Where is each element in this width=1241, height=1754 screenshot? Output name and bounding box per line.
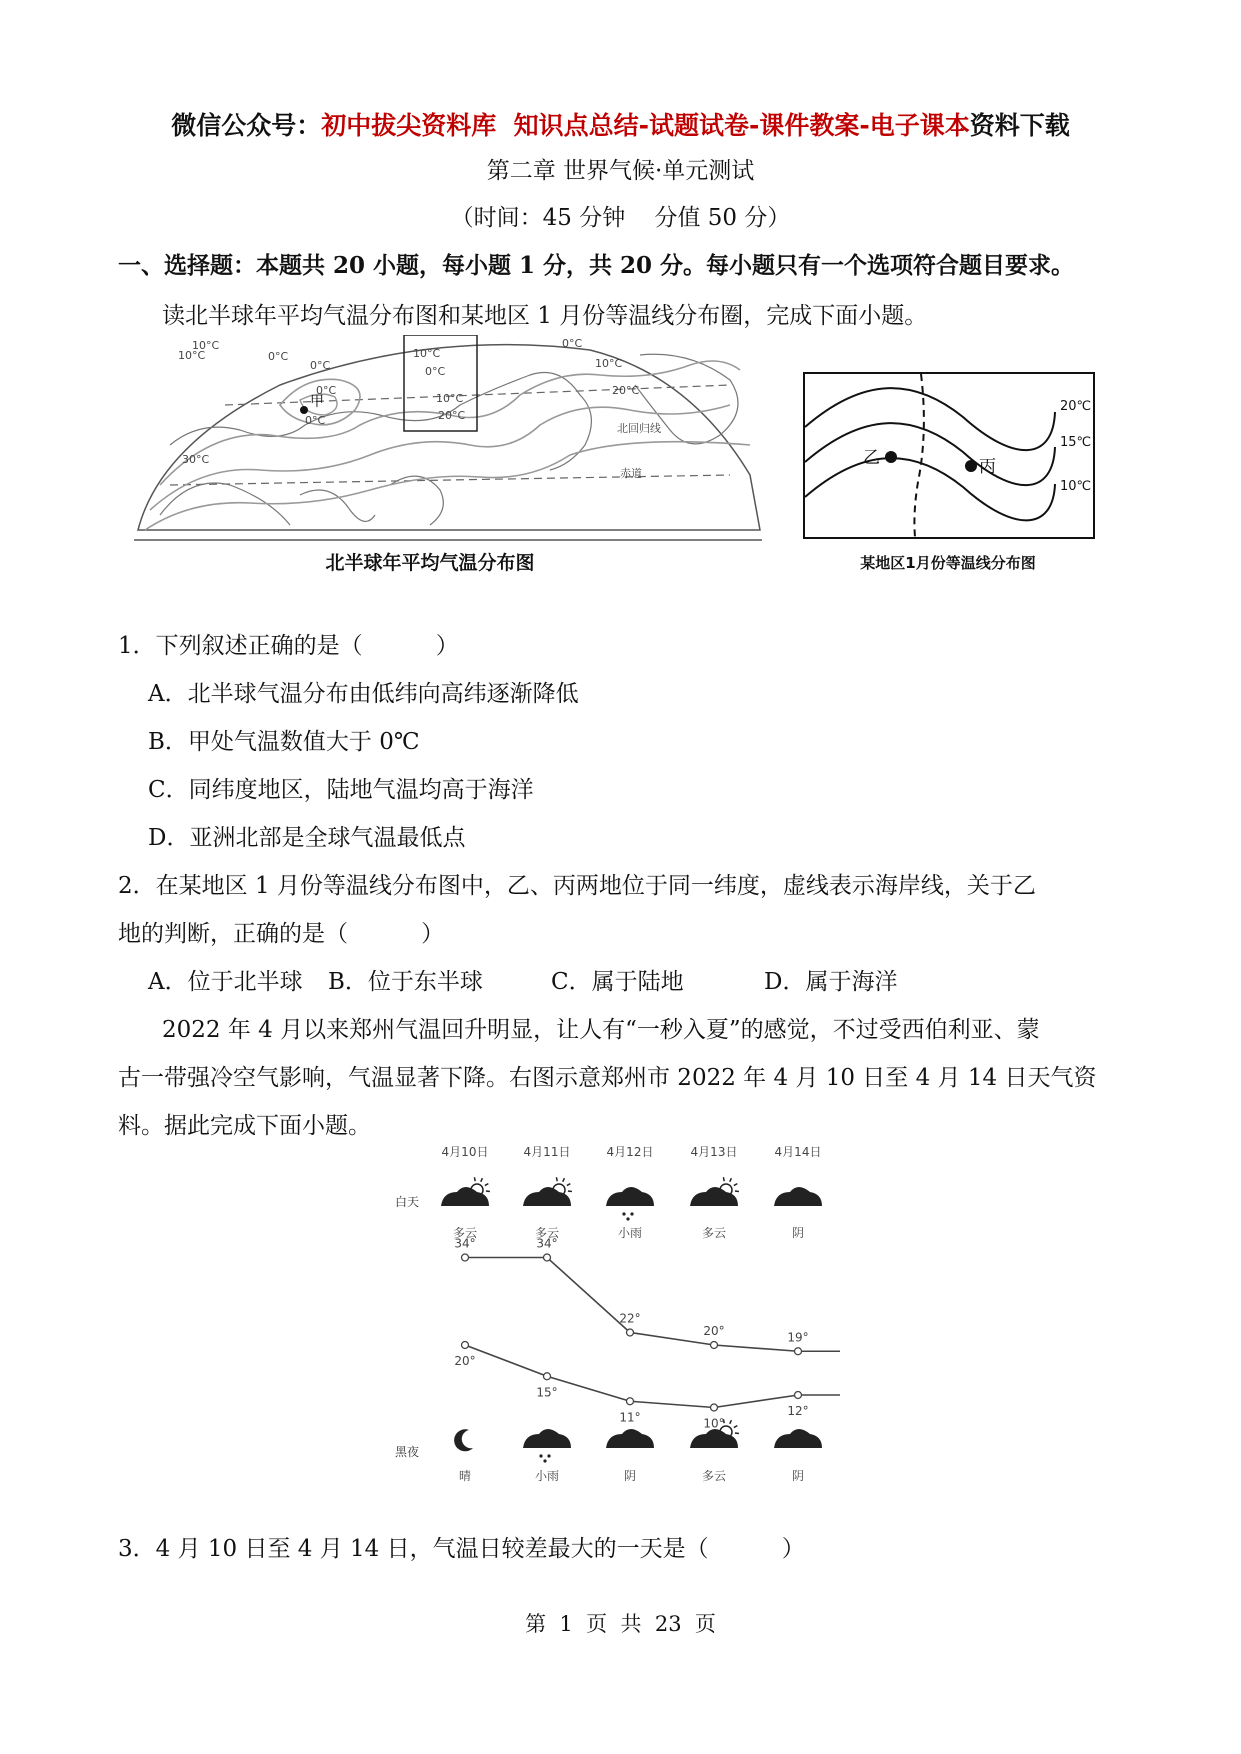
- map-label: 0°C: [310, 359, 331, 372]
- low-temp-label: 11°: [619, 1410, 641, 1425]
- sun-ray: [556, 1177, 557, 1181]
- moon-icon: [454, 1429, 473, 1451]
- diagram-caption: 某地区1月份等温线分布图: [860, 554, 1036, 572]
- high-temp-point: [627, 1329, 634, 1336]
- moon-shape: [454, 1429, 473, 1451]
- map-label: 赤道: [620, 467, 642, 480]
- low-temp-line: [465, 1345, 840, 1408]
- rain-drop: [626, 1217, 629, 1220]
- date-label: 4月11日: [523, 1145, 571, 1159]
- night-weather-label: 多云: [701, 1469, 727, 1483]
- cloud-shape: [774, 1429, 822, 1448]
- cloud-shape: [441, 1187, 489, 1206]
- sun-ray: [481, 1178, 483, 1182]
- cloud-shape: [523, 1429, 571, 1448]
- map-label: 0°C: [316, 384, 337, 397]
- sun-ray: [485, 1184, 488, 1186]
- rain-drop: [622, 1212, 625, 1215]
- light-rain-icon: [606, 1187, 654, 1221]
- map-label: 0°C: [562, 337, 583, 350]
- q2-option-b: B．位于东半球: [328, 969, 483, 995]
- q1-option-d: D．亚洲北部是全球气温最低点: [148, 825, 466, 851]
- map-label: 30°C: [182, 453, 210, 466]
- iso-label-15: 15℃: [1060, 435, 1092, 450]
- date-label: 4月14日: [774, 1145, 822, 1159]
- map-label: 10°C: [178, 349, 206, 362]
- q2-option-c: C．属于陆地: [551, 969, 684, 995]
- map-label: 10°C: [192, 339, 220, 352]
- low-temp-point: [544, 1373, 551, 1380]
- section-heading-text: 一、选择题：本题共 20 小题，每小题 1 分，共 20 分。每小题只有一个选项符合题目要求。: [118, 252, 1075, 279]
- cloud-shape: [690, 1429, 738, 1448]
- intro-2-line2: 古一带强冷空气影响，气温显著下降。右图示意郑州市 2022 年 4 月 10 日至 4 月 14 日天气资: [118, 1065, 1097, 1091]
- iso-label-10: 10℃: [1060, 479, 1092, 494]
- isotherm-diagram: [803, 372, 1103, 582]
- low-temp-point: [627, 1398, 634, 1405]
- sun-ray: [474, 1177, 475, 1181]
- temperature-map: [130, 335, 770, 580]
- sun-ray: [734, 1184, 737, 1186]
- cloud-shape: [774, 1187, 822, 1206]
- page-footer: 第 1 页 共 23 页: [525, 1612, 716, 1636]
- day-weather-label: 多云: [701, 1226, 727, 1240]
- banner-suffix: 资料下载: [969, 111, 1070, 140]
- q1-option-a: A．北半球气温分布由低纬向高纬逐渐降低: [148, 681, 579, 707]
- day-label: 白天: [395, 1195, 420, 1209]
- night-weather-label: 小雨: [534, 1469, 560, 1483]
- isotherm: [145, 442, 750, 530]
- overcast-icon: [606, 1429, 654, 1448]
- night-weather-label: 阴: [623, 1469, 637, 1483]
- isotherm-20: [805, 388, 1055, 450]
- high-temp-label: 20°: [703, 1324, 725, 1338]
- partly-cloudy-icon: [523, 1177, 572, 1206]
- high-temp-label: 34°: [536, 1236, 558, 1251]
- coastline: [160, 476, 443, 525]
- intro-2-line3: 料。据此完成下面小题。: [118, 1113, 371, 1139]
- map-label: 20°C: [612, 384, 640, 397]
- date-label: 4月12日: [606, 1145, 654, 1159]
- partly-cloudy-icon: [690, 1177, 739, 1206]
- partly-cloudy-icon: [441, 1177, 490, 1206]
- iso-label-20: 20℃: [1060, 399, 1092, 414]
- cloud-shape: [690, 1187, 738, 1206]
- q1-option-c: C．同纬度地区，陆地气温均高于海洋: [148, 777, 534, 803]
- rain-drop: [630, 1212, 633, 1215]
- sun-ray: [723, 1177, 724, 1181]
- coastline: [170, 373, 591, 471]
- day-weather-label: 多云: [452, 1226, 478, 1240]
- rain-drop: [543, 1459, 546, 1462]
- point-bing-label: 丙: [979, 457, 996, 477]
- day-weather-label: 小雨: [617, 1226, 643, 1240]
- map-label: 10°C: [413, 347, 441, 360]
- sun-ray: [730, 1420, 732, 1424]
- q1-stem: 1．下列叙述正确的是（ ）: [118, 633, 459, 659]
- point-yi: [885, 451, 897, 463]
- q3-stem: 3．4 月 10 日至 4 月 14 日，气温日较差最大的一天是（ ）: [118, 1536, 805, 1562]
- cloud-shape: [523, 1187, 571, 1206]
- point-yi-label: 乙: [863, 448, 880, 468]
- q2-stem-line2: 地的判断，正确的是（ ）: [118, 921, 445, 947]
- day-weather-label: 多云: [534, 1226, 560, 1240]
- night-weather-label: 阴: [791, 1469, 805, 1483]
- chapter-title: 第二章 世界气候·单元测试: [486, 158, 755, 184]
- low-temp-label: 12°: [787, 1404, 809, 1418]
- coastline-dashed: [914, 374, 923, 537]
- banner-red-text: 初中拔尖资料库 知识点总结-试题试卷-课件教案-电子课本: [321, 111, 970, 140]
- high-temp-point: [711, 1342, 718, 1349]
- map-label-jia: 甲: [310, 394, 324, 410]
- section-heading: [118, 247, 1074, 280]
- source-banner: [0, 106, 1241, 142]
- q1-option-b: B．甲处气温数值大于 0℃: [148, 729, 420, 755]
- map-label: 10°C: [436, 392, 464, 405]
- high-temp-label: 19°: [787, 1330, 809, 1345]
- q2-option-d: D．属于海洋: [764, 969, 898, 995]
- low-temp-point: [711, 1404, 718, 1411]
- rain-drop: [539, 1454, 542, 1457]
- day-weather-label: 阴: [791, 1226, 805, 1240]
- map-label: 10°C: [595, 357, 623, 370]
- point-bing: [965, 460, 977, 472]
- map-label: 北回归线: [617, 422, 661, 435]
- date-label: 4月10日: [441, 1145, 489, 1159]
- night-label: 黑夜: [395, 1445, 420, 1459]
- map-caption: 北半球年平均气温分布图: [325, 552, 535, 574]
- sun-ray: [567, 1184, 570, 1186]
- map-label: 20°C: [438, 409, 466, 422]
- night-weather-label: 晴: [458, 1469, 472, 1483]
- low-temp-point: [795, 1392, 802, 1399]
- high-temp-label: 22°: [619, 1311, 641, 1326]
- low-temp-label: 15°: [536, 1385, 558, 1400]
- rain-drop: [547, 1454, 550, 1457]
- map-label: 0°C: [268, 350, 289, 363]
- map-label: 0°C: [305, 414, 326, 427]
- overcast-icon: [774, 1429, 822, 1448]
- sun-ray: [734, 1426, 737, 1428]
- isotherm-10: [805, 458, 1055, 520]
- time-info: （时间：45 分钟 分值 50 分）: [450, 205, 791, 231]
- point-jia: [300, 406, 308, 414]
- cloud-shape: [606, 1187, 654, 1206]
- q2-option-a: A．位于北半球: [148, 969, 303, 995]
- date-label: 4月13日: [690, 1145, 738, 1159]
- intro-1: 读北半球年平均气温分布图和某地区 1 月份等温线分布圈，完成下面小题。: [162, 303, 928, 329]
- sun-ray: [563, 1178, 565, 1182]
- high-temp-point: [544, 1254, 551, 1261]
- low-temp-point: [462, 1342, 469, 1349]
- cloud-shape: [606, 1429, 654, 1448]
- high-temp-point: [462, 1254, 469, 1261]
- low-temp-label: 10°: [703, 1416, 725, 1431]
- intro-2-line1: 2022 年 4 月以来郑州气温回升明显，让人有“一秒入夏”的感觉，不过受西伯利亚、蒙: [162, 1017, 1040, 1043]
- map-label: 0°C: [425, 365, 446, 378]
- q2-stem-line1: 2．在某地区 1 月份等温线分布图中，乙、丙两地位于同一纬度，虚线表示海岸线，关于乙: [118, 873, 1036, 899]
- isotherm-15: [805, 423, 1055, 485]
- low-temp-label: 20°: [454, 1354, 476, 1368]
- light-rain-icon: [523, 1429, 571, 1463]
- banner-prefix: 微信公众号：: [171, 111, 322, 140]
- high-temp-line: [465, 1258, 840, 1352]
- sun-ray: [730, 1178, 732, 1182]
- high-temp-label: 34°: [454, 1236, 476, 1251]
- weather-chart: [380, 1140, 850, 1490]
- overcast-icon: [774, 1187, 822, 1206]
- high-temp-point: [795, 1348, 802, 1355]
